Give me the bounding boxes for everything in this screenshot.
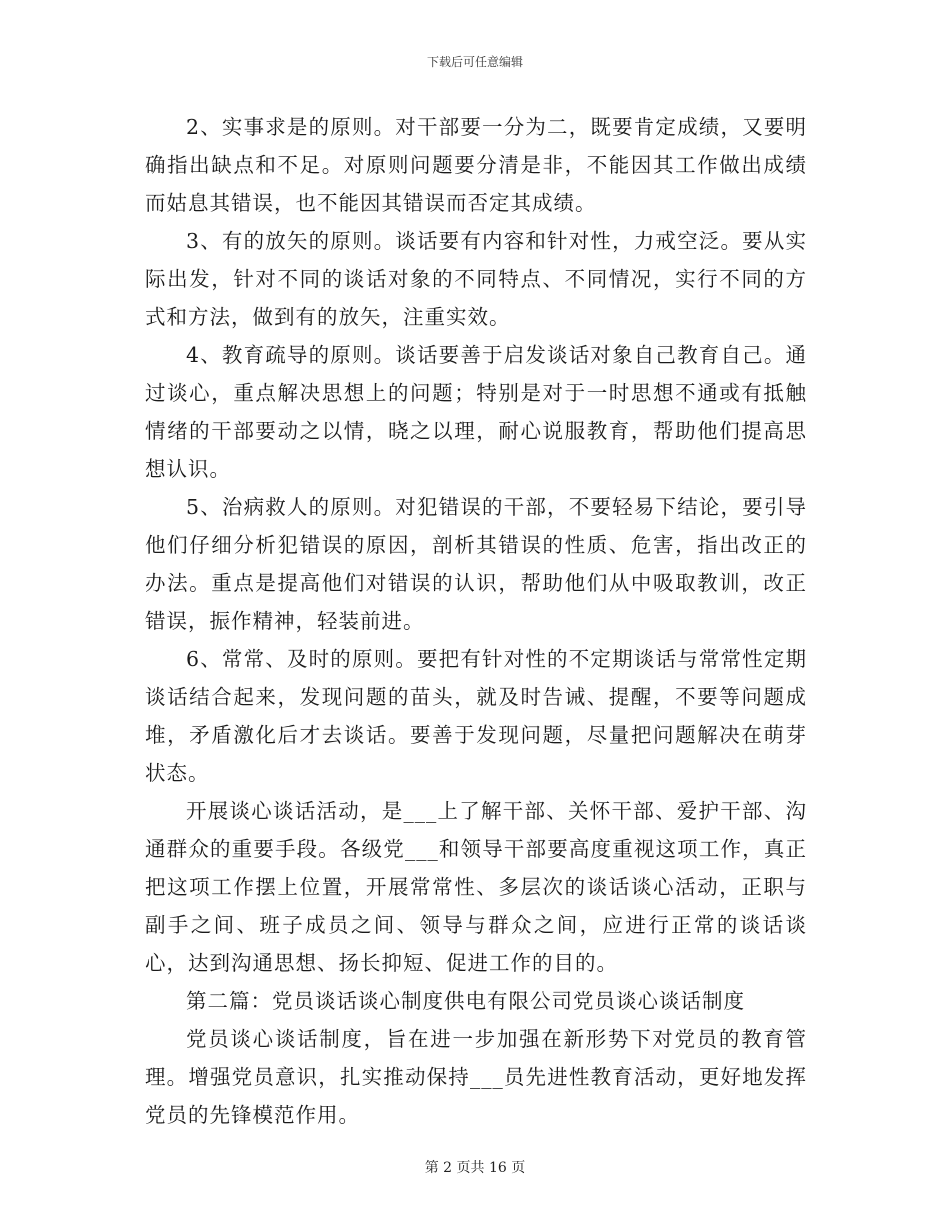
document-body — [145, 108, 807, 1134]
paragraph-principle-6: 6、常常、及时的原则。要把有针对性的不定期谈话与常常性定期谈话结合起来，发现问题的苗头，就及时告诫、提醒，不要等问题成堆，矛盾激化后才去谈话。要善于发现问题，尽量把问题解决在萌芽状态。 — [145, 647, 807, 785]
page-footer: 第 2 页共 16 页 — [424, 1160, 526, 1176]
paragraph-principle-3: 3、有的放矢的原则。谈话要有内容和针对性，力戒空泛。要从实际出发，针对不同的谈话对象的不同特点、不同情况，实行不同的方式和方法，做到有的放矢，注重实效。 — [145, 229, 807, 329]
section-heading: 第二篇：党员谈话谈心制度供电有限公司党员谈心谈话制度 — [186, 989, 745, 1013]
paragraph-principle-5: 5、治病救人的原则。对犯错误的干部，不要轻易下结论，要引导他们仔细分析犯错误的原因，剖析其错误的性质、危害，指出改正的办法。重点是提高他们对错误的认识，帮助他们从中吸取教训，改正错误，振作精神，轻装前进。 — [145, 495, 807, 633]
paragraph-principle-2: 2、实事求是的原则。对干部要一分为二，既要肯定成绩，又要明确指出缺点和不足。对原则问题要分清是非，不能因其工作做出成绩而姑息其错误，也不能因其错误而否定其成绩。 — [145, 115, 807, 215]
paragraph-principle-4: 4、教育疏导的原则。谈话要善于启发谈话对象自己教育自己。通过谈心，重点解决思想上的问题；特别是对于一时思想不通或有抵触情绪的干部要动之以情，晓之以理，耐心说服教育，帮助他们提高思想认识。 — [145, 343, 807, 481]
page-header: 下载后可任意编辑 — [426, 55, 523, 69]
paragraph-summary: 开展谈心谈话活动，是___上了解干部、关怀干部、爱护干部、沟通群众的重要手段。各级党___和领导干部要高度重视这项工作，真正把这项工作摆上位置，开展常常性、多层次的谈话谈心活动，正职与副手之间、班子成员之间、领导与群众之间，应进行正常的谈话谈心，达到沟通思想、扬长抑短、促进工作的目的。 — [145, 799, 807, 975]
paragraph-intro: 党员谈心谈话制度，旨在进一步加强在新形势下对党员的教育管理。增强党员意识，扎实推动保持___员先进性教育活动，更好地发挥党员的先锋模范作用。 — [145, 1027, 807, 1127]
